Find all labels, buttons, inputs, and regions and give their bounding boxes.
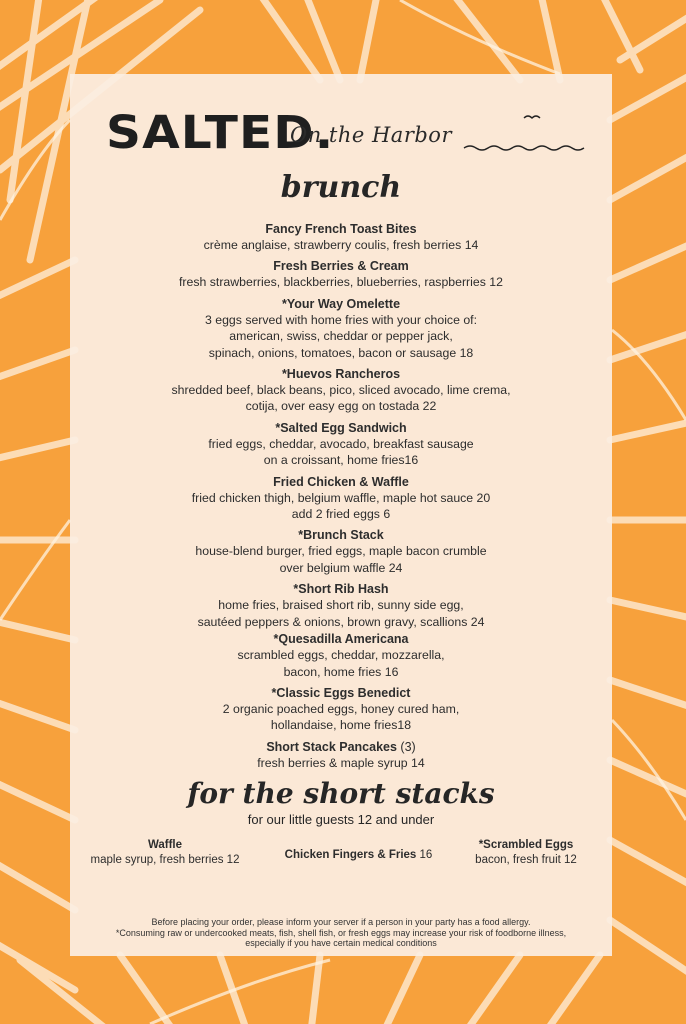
restaurant-tagline: On the Harbor xyxy=(290,123,452,147)
menu-item-desc: home fries, braised short rib, sunny side egg, xyxy=(218,598,464,613)
menu-item-name: *Your Way Omelette xyxy=(281,296,401,311)
menu-item-desc: shredded beef, black beans, pico, sliced avocado, lime crema, xyxy=(171,383,511,398)
menu-item-desc: cotija, over easy egg on tostada 22 xyxy=(245,399,437,414)
menu-item-name: *Salted Egg Sandwich xyxy=(275,420,407,435)
allergy-disclaimer xyxy=(70,917,612,949)
kids-item-desc: maple syrup, fresh berries 12 xyxy=(90,854,240,866)
kids-item-name: Waffle xyxy=(147,839,183,851)
menu-item xyxy=(70,221,612,253)
menu-item-desc: 2 organic poached eggs, honey cured ham, xyxy=(222,701,460,716)
menu-item-name: Fresh Berries & Cream xyxy=(273,259,409,274)
disclaimer-line: *Consuming raw or undercooked meats, fish, shell fish, or fresh eggs may increase your risk of foodborne illness, xyxy=(115,927,567,938)
kids-item-chicken xyxy=(266,845,451,863)
menu-item-name: Fancy French Toast Bites xyxy=(265,222,417,236)
menu-item-name: *Classic Eggs Benedict xyxy=(271,685,411,700)
menu-item-desc: fresh berries & maple syrup 14 xyxy=(257,755,425,770)
menu-item-desc: fresh strawberries, blackberries, blueberries, raspberries 12 xyxy=(179,275,503,290)
kids-item-name: *Scrambled Eggs xyxy=(478,839,574,851)
kids-item-desc: bacon, fresh fruit 12 xyxy=(475,854,577,866)
kids-subtitle: for our little guests 12 and under xyxy=(247,812,435,827)
restaurant-logo: SALTED. xyxy=(106,106,335,159)
menu-item-desc: over belgium waffle 24 xyxy=(279,560,403,575)
menu-card xyxy=(70,74,612,956)
menu-item-desc: bacon, home fries 16 xyxy=(283,664,399,679)
menu-item xyxy=(70,739,612,771)
menu-item-desc: spinach, onions, tomatoes, bacon or sausage 18 xyxy=(208,345,474,360)
menu-item xyxy=(70,474,612,523)
menu-item-desc: on a croissant, home fries16 xyxy=(263,453,419,468)
kids-item-name: Chicken Fingers & Fries xyxy=(284,849,417,861)
menu-item-desc: american, swiss, cheddar or pepper jack, xyxy=(229,329,453,344)
menu-item-desc: fried chicken thigh, belgium waffle, maple hot sauce 20 xyxy=(191,490,491,505)
menu-item-desc: crème anglaise, strawberry coulis, fresh berries 14 xyxy=(203,238,479,252)
menu-item-name: *Quesadilla Americana xyxy=(273,632,409,647)
brunch-title: brunch xyxy=(280,170,402,205)
menu-header xyxy=(106,108,576,158)
waves-icon xyxy=(458,108,588,156)
menu-item xyxy=(70,527,612,576)
menu-item-name: *Huevos Rancheros xyxy=(281,367,401,382)
menu-item-desc: 3 eggs served with home fries with your choice of: xyxy=(204,312,478,327)
menu-item xyxy=(70,420,612,469)
menu-item xyxy=(70,581,612,630)
kids-item-waffle xyxy=(80,838,250,868)
menu-item-name: Fried Chicken & Waffle xyxy=(273,474,409,489)
kids-item-price: 16 xyxy=(416,849,433,861)
menu-item xyxy=(70,258,612,290)
menu-item-name: *Short Rib Hash xyxy=(293,582,389,597)
kids-item-eggs xyxy=(458,838,594,868)
kids-title: for the short stacks xyxy=(187,777,495,810)
menu-item-desc: house-blend burger, fried eggs, maple bacon crumble xyxy=(195,544,487,559)
brunch-menu-list xyxy=(70,221,612,771)
disclaimer-line: Before placing your order, please inform your server if a person in your party has a food allergy. xyxy=(151,917,531,927)
menu-item-desc: fried eggs, cheddar, avocado, breakfast sausage xyxy=(208,436,474,451)
menu-item-desc: scrambled eggs, cheddar, mozzarella, xyxy=(237,648,445,663)
menu-item xyxy=(70,296,612,361)
menu-item-desc: hollandaise, home fries18 xyxy=(270,718,412,733)
disclaimer-line: especially if you have certain medical conditions xyxy=(245,938,437,948)
menu-item xyxy=(70,366,612,415)
menu-item-name: *Brunch Stack xyxy=(298,528,384,543)
menu-item xyxy=(70,685,612,734)
menu-item-desc: sautéed peppers & onions, brown gravy, scallions 24 xyxy=(197,614,485,629)
menu-item-name: Short Stack Pancakes (3) xyxy=(266,739,416,754)
menu-item xyxy=(70,631,612,680)
menu-item-desc: add 2 fried eggs 6 xyxy=(291,507,391,522)
